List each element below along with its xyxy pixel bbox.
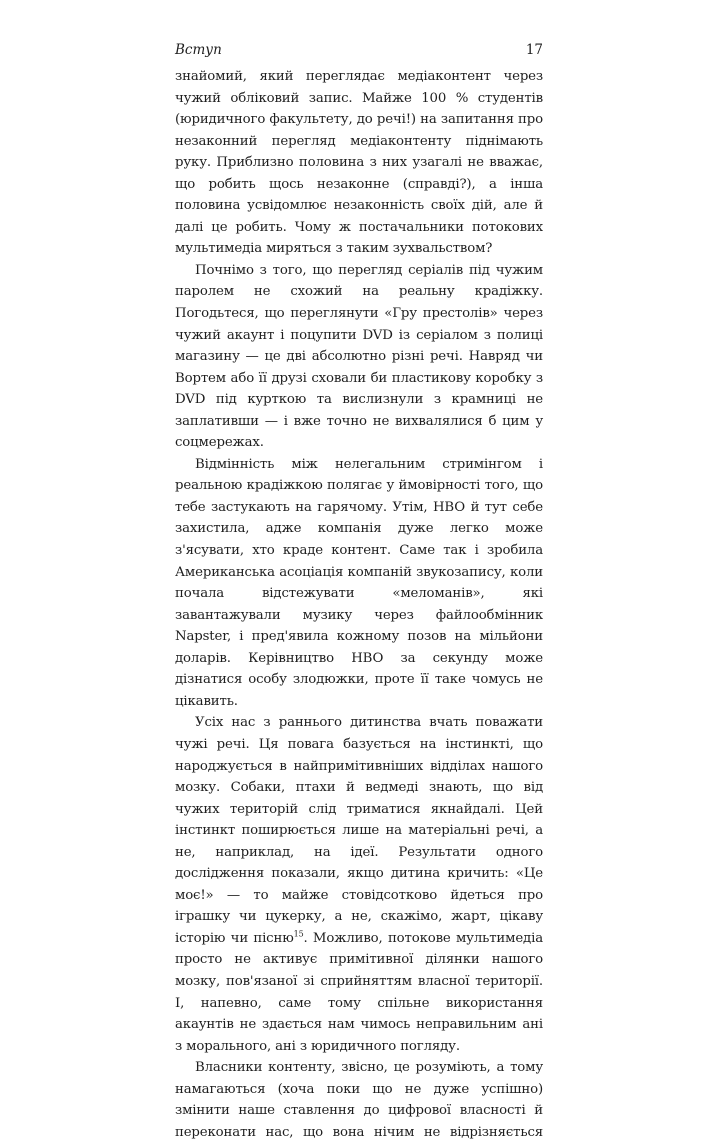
footnote-marker: 15 (293, 929, 304, 939)
body-text (175, 66, 543, 1143)
running-title: Вступ (175, 42, 222, 58)
paragraph-4 (175, 712, 543, 1057)
paragraph-5: Власники контенту, звісно, це розуміють, а тому намагаються (хоча поки що не дуже успішно) змінити наше ставлення до цифрової власності й переконати нас, що вона нічим не відрізняється (175, 1060, 543, 1140)
paragraph-3: Відмінність між нелегальним стримінгом і реальною крадіжкою полягає у ймовірності того, що тебе застукають на гарячому. Утім, HBO й тут себе захистила, адже компанія дуже легко може з'ясувати, хто краде контент. Саме так і зробила Американська асоціація компаній звукозапису, коли почала відстежувати «меломанів», які завантажували музику через файлообмінник Napster, і пред'явила кожному позов на мільйони доларів. Керівництво HBO за секунду може дізнатися особу злодюжки, проте її таке чомусь не цікавить. (175, 456, 543, 709)
paragraph-4-text: Усіх нас з раннього дитинства вчать поважати чужі речі. Ця повага базується на інстинкті, що народжується в найпримітивніших відділах нашого мозку. Собаки, птахи й ведмеді знають, що від чужих територій слід триматися якнайдалі. Цей інстинкт поширюється лише на матеріальні речі, а не, наприклад, на ідеї. Результати одного дослідження показали, якщо дитина кричить: «Це моє!» — то майже стовідсотково йдеться про іграшку чи цукерку, а не, скажімо, жарт, цікаву історію чи пісню (175, 715, 543, 946)
paragraph-2: Почнімо з того, що перегляд серіалів під чужим паролем не схожий на реальну крадіжку. Погодьтеся, що переглянути «Гру престолів» через чужий акаунт і поцупити DVD із серіалом з полиці магазину — це дві абсолютно різні речі. Навряд чи Вортем або її друзі сховали би пластикову коробку з DVD під курткою та вислизнули з крамниці не заплативши — і вже точно не вихвалялися б цим у соцмережах. (175, 262, 543, 451)
page-header (175, 40, 543, 60)
paragraph-4-text-continued: . Можливо, потокове мультимедіа просто не активує примітивної ділянки нашого мозку, пов'язаної зі сприйняттям власної території. І, напевно, саме тому спільне використання акаунтів не здається нам чимось неправильним ані з морального, ані з юридичного погляду. (175, 930, 543, 1054)
page-number: 17 (525, 42, 543, 58)
paragraph-1: знайомий, який переглядає медіаконтент через чужий обліковий запис. Майже 100 % студентів (юридичного факультету, до речі!) на запитання про незаконний перегляд медіаконтенту піднімають руку. Приблизно половина з них узагалі не вважає, що робить щось незаконне (справді?), а інша половина усвідомлює незаконність своїх дій, але й далі це робить. Чому ж постачальники потокових мультимедіа миряться з таким зухвальством? (175, 69, 543, 257)
